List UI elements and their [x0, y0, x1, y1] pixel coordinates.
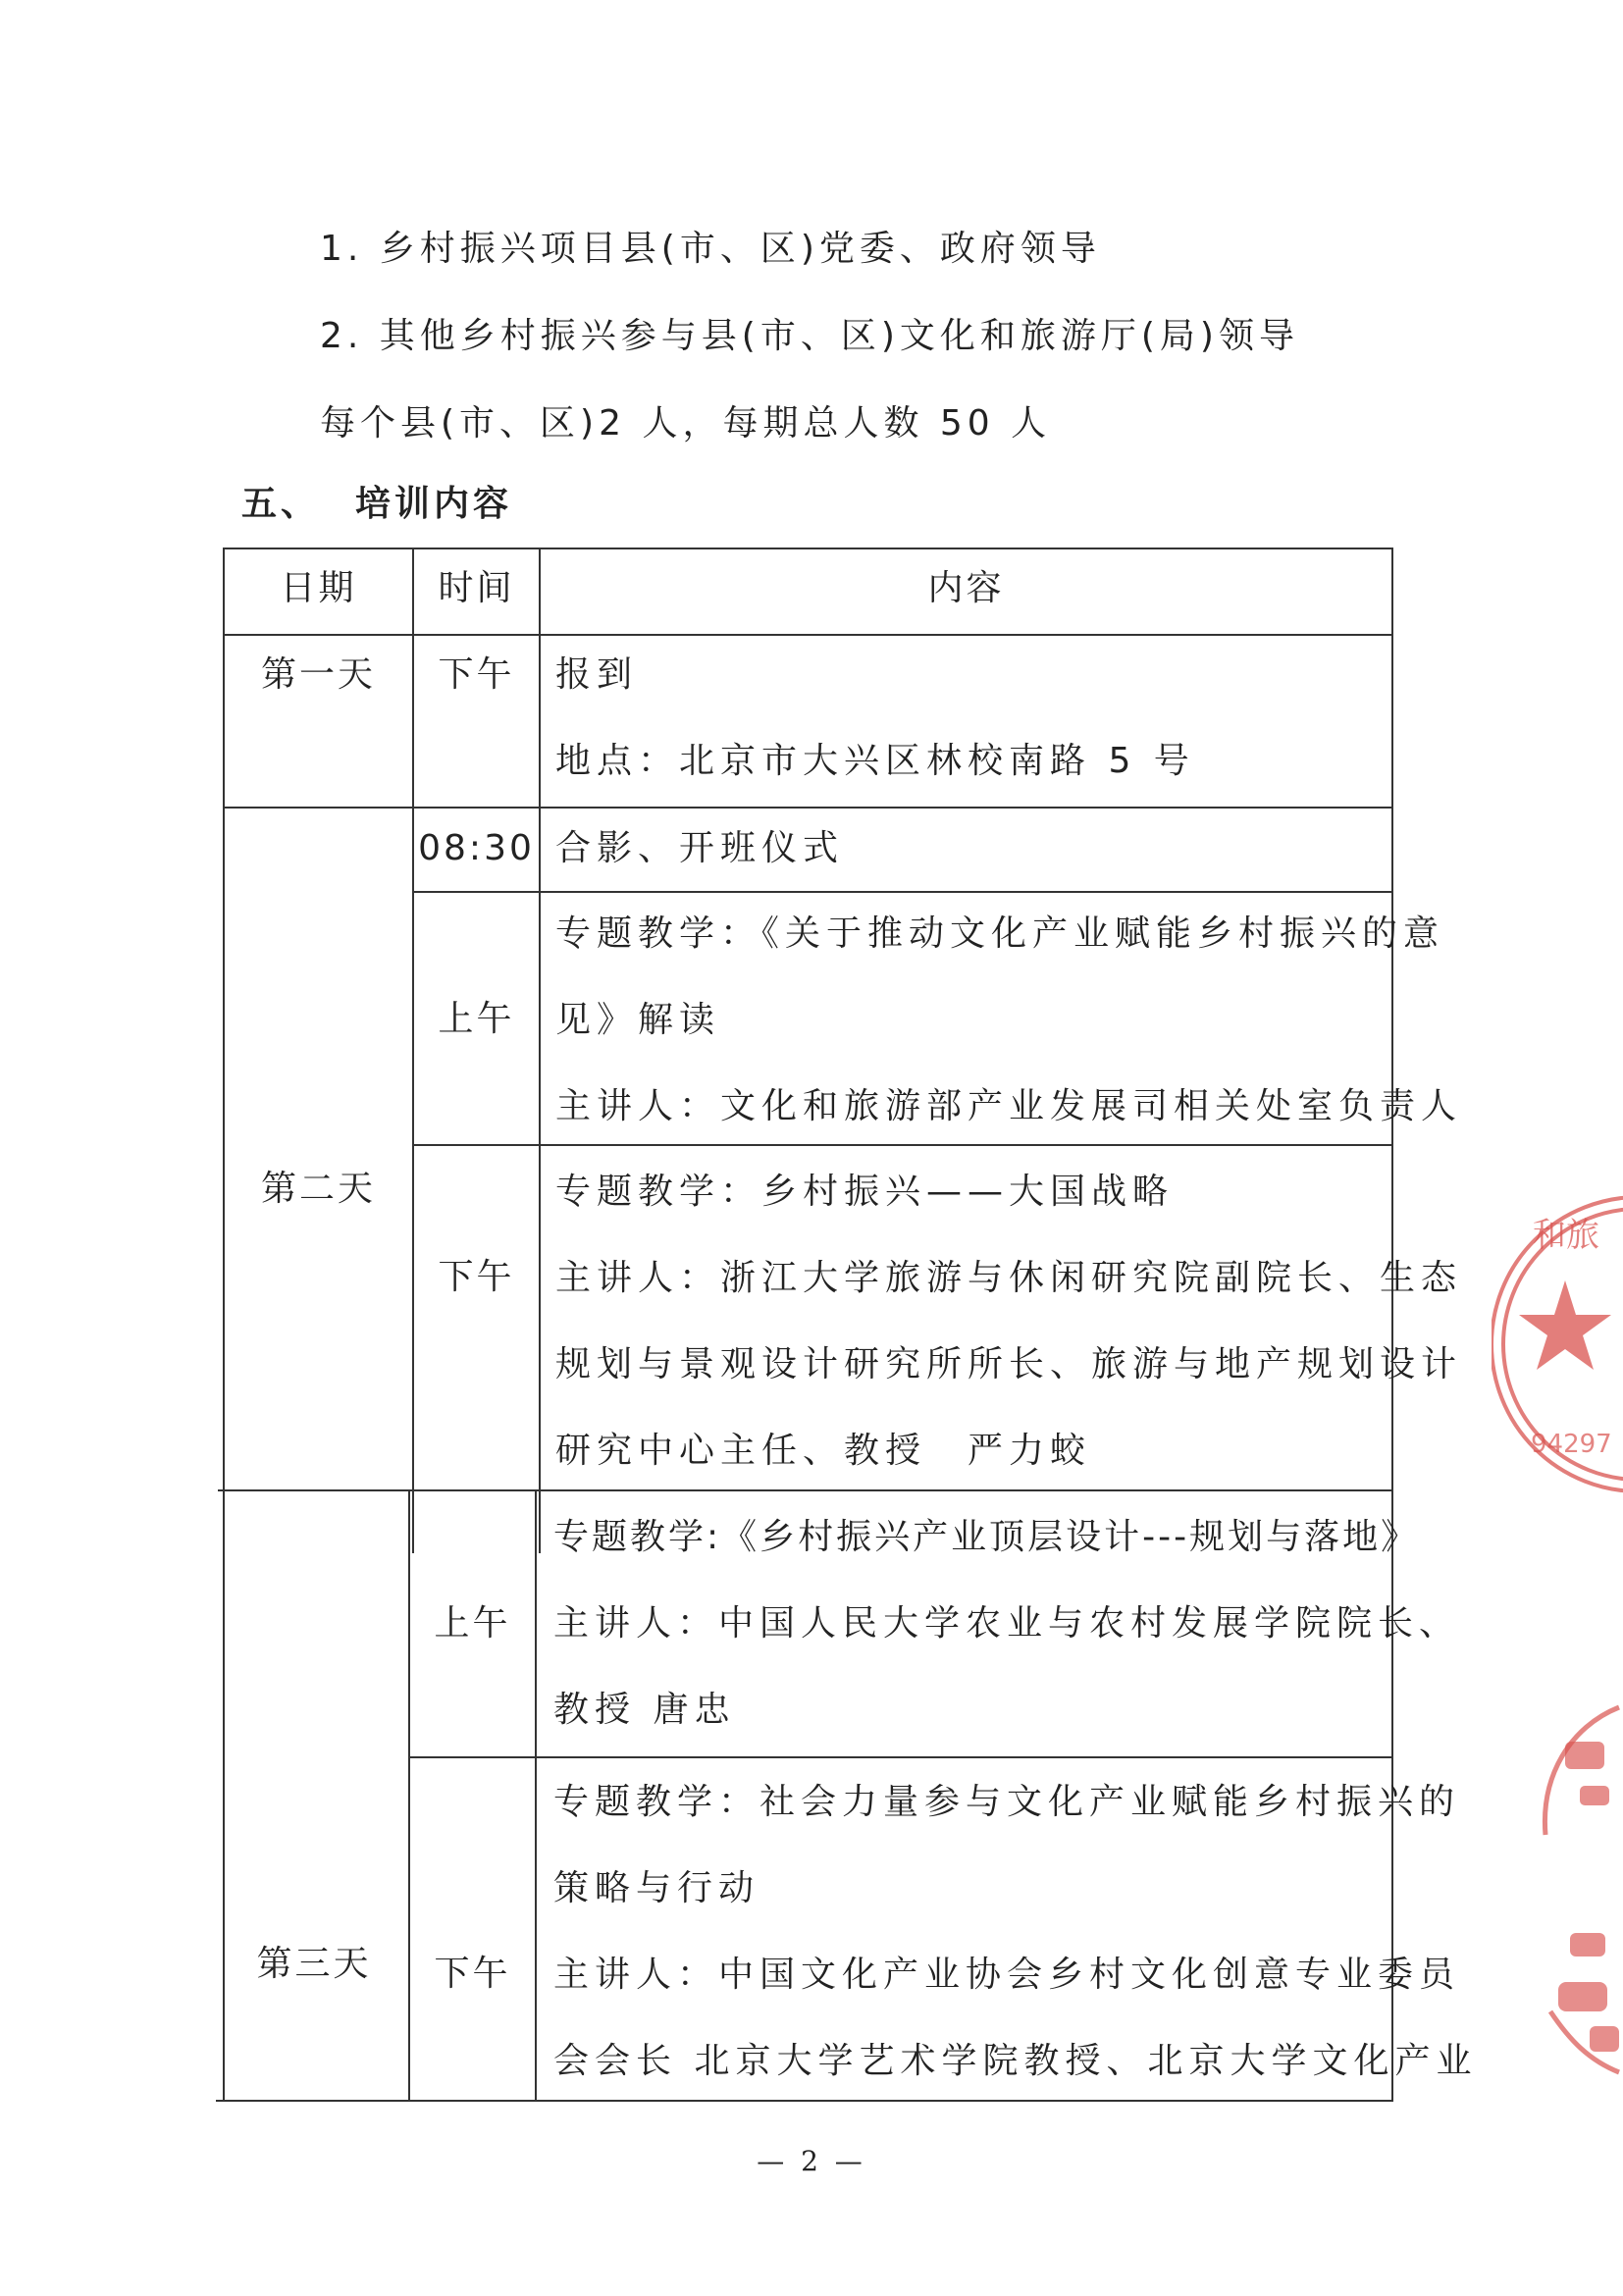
- header-content: 内容: [927, 568, 1005, 608]
- official-seal-top: [1492, 1158, 1623, 1531]
- day3-row1-content-line: 专题教学:《乡村振兴产业顶层设计---规划与落地》: [553, 1517, 1420, 1557]
- day2-row3-content-line: 专题教学：乡村振兴——大国战略: [555, 1172, 1175, 1212]
- day3-label: 第三天: [256, 1944, 372, 1984]
- day3-row2-content-line: 主讲人：中国文化产业协会乡村文化创意专业委员: [553, 1955, 1461, 1995]
- day2-row2-content-line: 见》解读: [555, 1000, 721, 1040]
- day1-label: 第一天: [260, 654, 376, 695]
- day2-row3-content-line: 规划与景观设计研究所所长、旅游与地产规划设计: [555, 1344, 1463, 1384]
- day1-content-line: 报到: [555, 654, 639, 695]
- day3-row1-content-line: 教授 唐忠: [553, 1690, 736, 1730]
- day2-row3-time: 下午: [438, 1257, 515, 1297]
- section-title: 培训内容: [355, 484, 513, 524]
- section-heading: [241, 476, 512, 526]
- intro-line-3: 每个县(市、区)2 人，每期总人数 50 人: [320, 403, 1052, 444]
- day2-row2-content-line: 专题教学：《关于推动文化产业赋能乡村振兴的意: [555, 913, 1445, 954]
- day2-row1-time: 08:30: [418, 828, 535, 868]
- day3-row2-content-line: 专题教学：社会力量参与文化产业赋能乡村振兴的: [553, 1782, 1461, 1822]
- page-number: — 2 —: [757, 2145, 866, 2177]
- day1-time: 下午: [438, 654, 515, 695]
- official-seal-bottom: [1511, 1688, 1623, 2080]
- header-time: 时间: [438, 568, 515, 608]
- day3-row2-content-line: 策略与行动: [553, 1868, 760, 1908]
- day3-row1-time: 上午: [434, 1603, 511, 1644]
- day2-row3-content-line: 研究中心主任、教授 严力蛟: [555, 1431, 1092, 1471]
- day1-content-line: 地点：北京市大兴区林校南路 5 号: [555, 741, 1195, 781]
- day2-row3-content-line: 主讲人：浙江大学旅游与休闲研究院副院长、生态: [555, 1258, 1463, 1298]
- day3-row1-content-line: 主讲人：中国人民大学农业与农村发展学院院长、: [553, 1603, 1461, 1644]
- day2-row2-content-line: 主讲人：文化和旅游部产业发展司相关处室负责人: [555, 1086, 1463, 1126]
- seal-text-bottom: 94297: [1531, 1430, 1612, 1459]
- day3-row2-content-line: 会会长 北京大学艺术学院教授、北京大学文化产业: [553, 2041, 1478, 2081]
- seal-text-top: 和旅: [1533, 1216, 1599, 1255]
- section-number: 五、: [241, 484, 321, 524]
- day2-row1-content-line: 合影、开班仪式: [555, 828, 845, 868]
- day3-row2-time: 下午: [434, 1954, 511, 1994]
- intro-line-2: 2. 其他乡村振兴参与县(市、区)文化和旅游厅(局)领导: [320, 316, 1299, 356]
- intro-line-1: 1. 乡村振兴项目县(市、区)党委、政府领导: [320, 229, 1101, 269]
- day2-label: 第二天: [260, 1169, 376, 1209]
- day2-row2-time: 上午: [438, 999, 515, 1039]
- header-date: 日期: [280, 568, 357, 608]
